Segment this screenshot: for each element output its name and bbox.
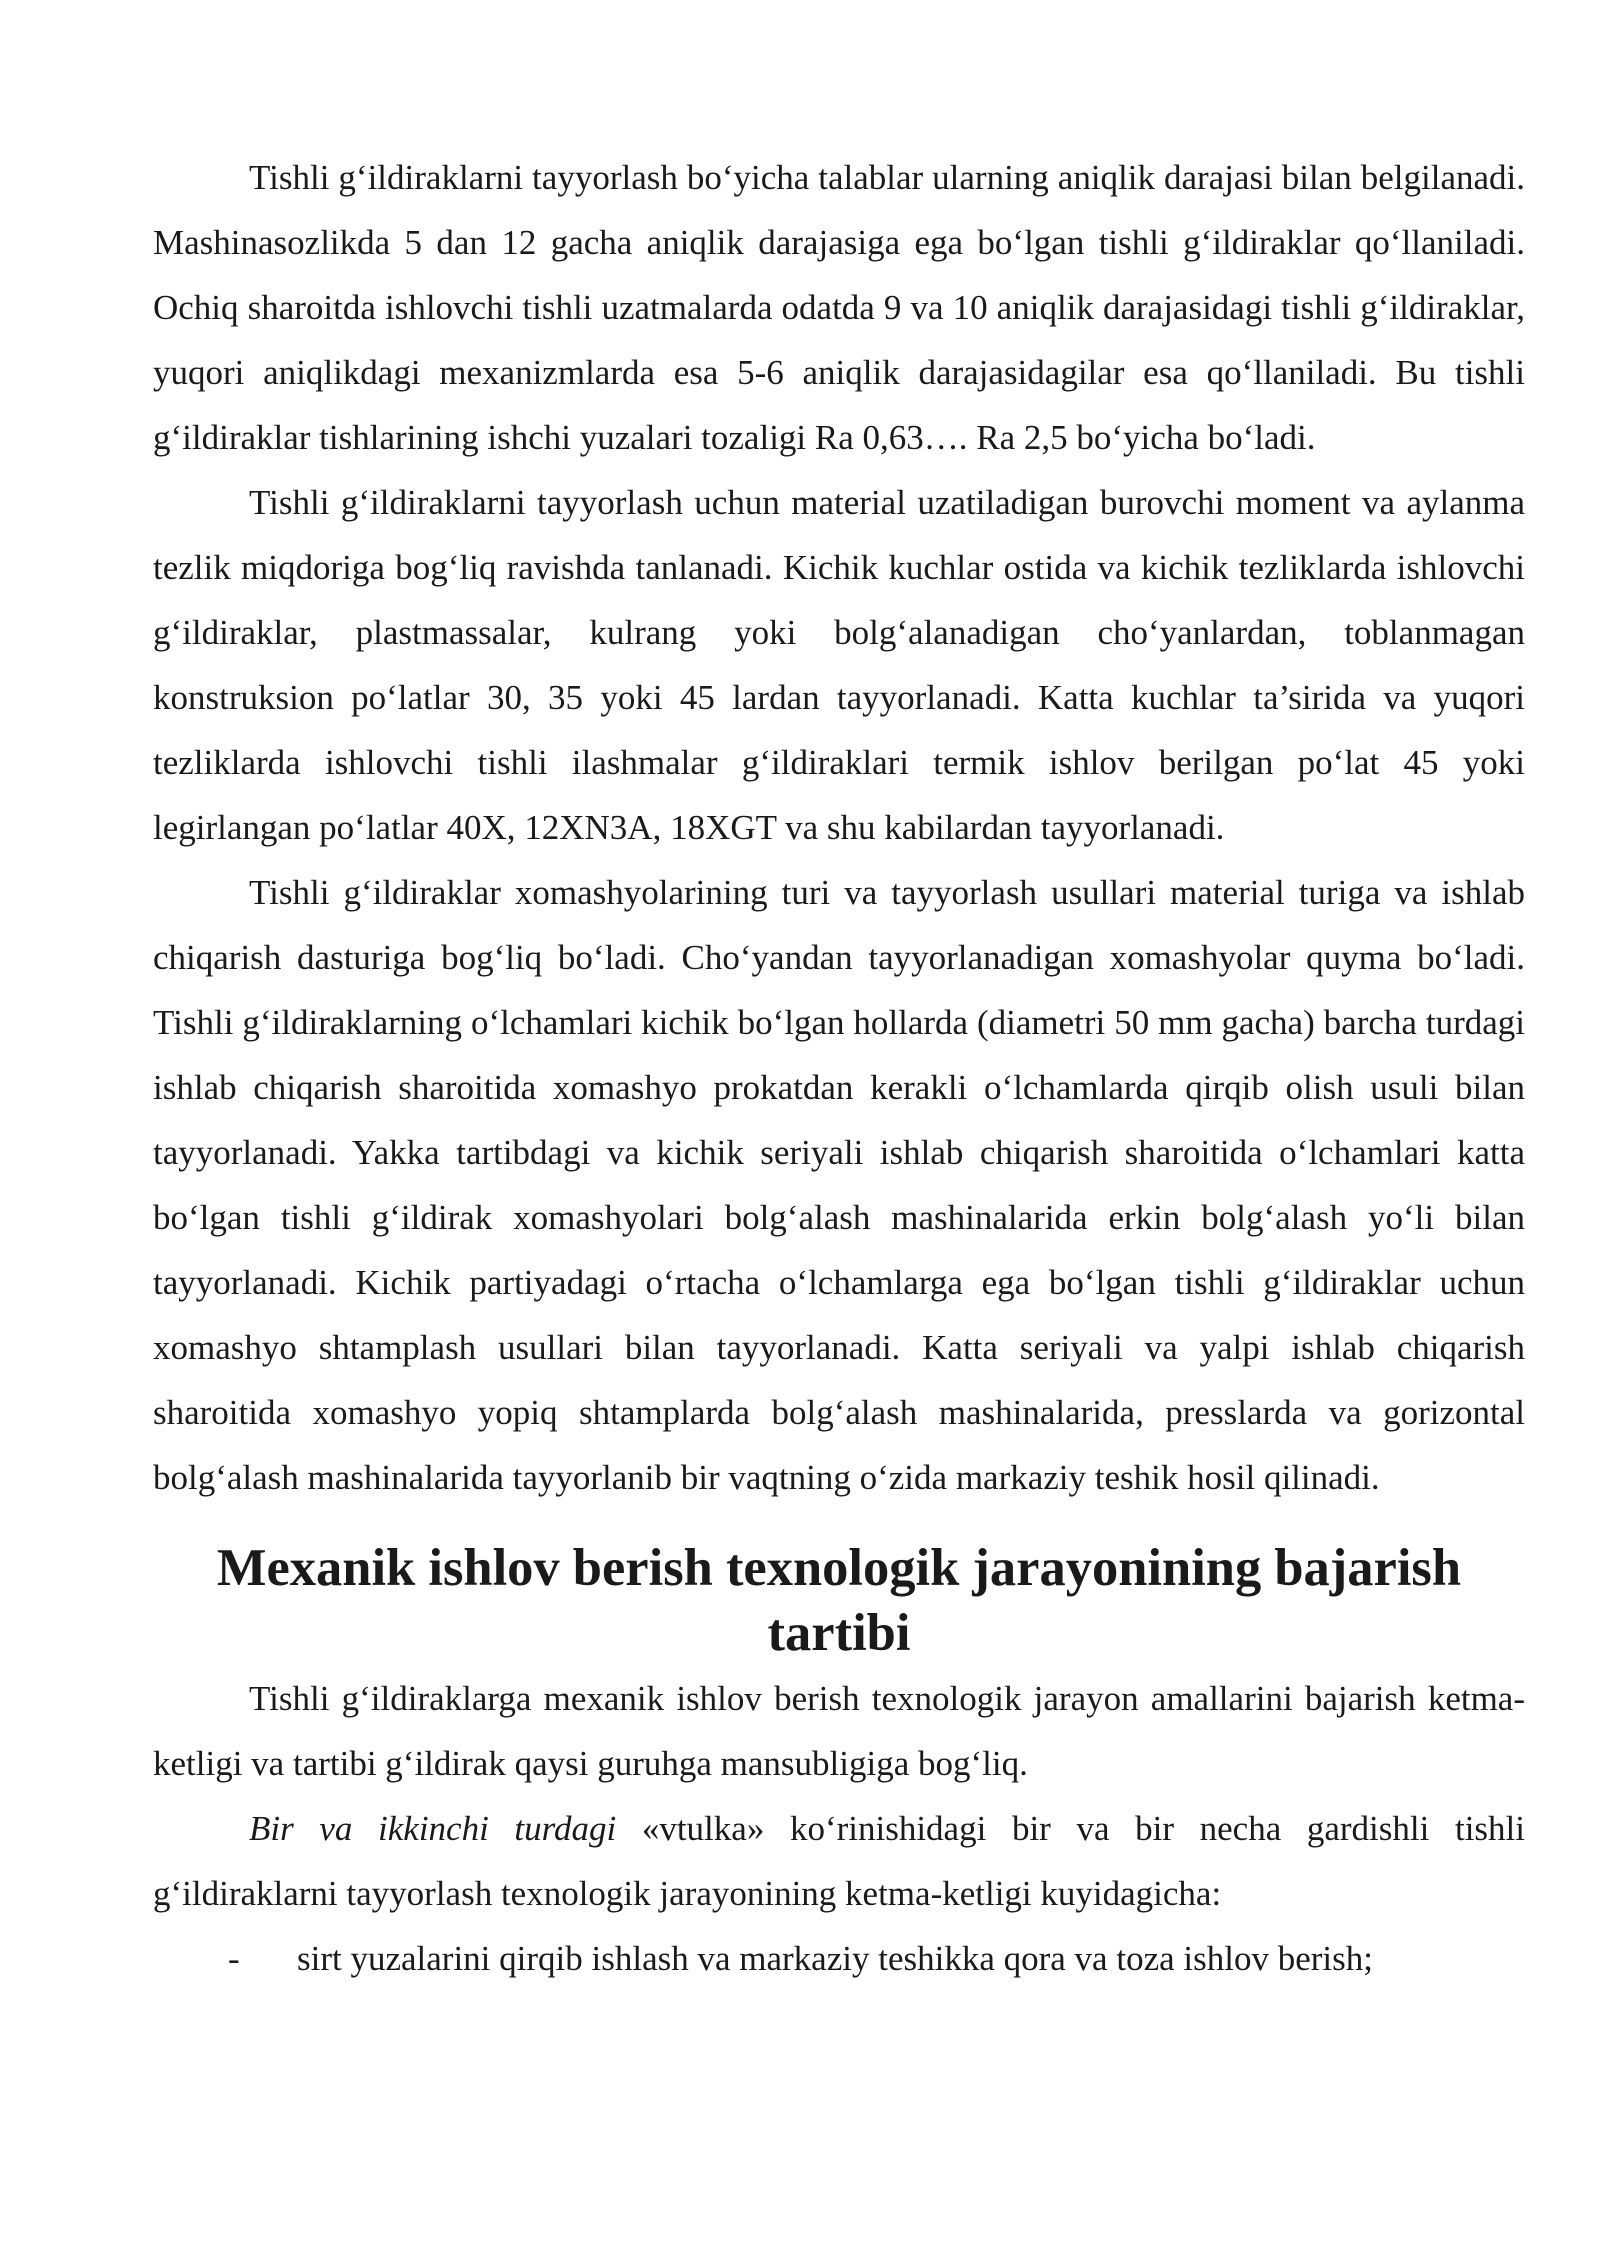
paragraph-machining-sequence: Tishli g‘ildiraklarga mexanik ishlov berish texnologik jarayon amallarini bajarish ketma-ketligi va tartibi g‘ildirak qaysi guruhga mansubligiga bog‘liq. bbox=[153, 1679, 1525, 1783]
list-item-text: sirt yuzalarini qirqib ishlash va markaziy teshikka qora va toza ishlov berish; bbox=[297, 1939, 1373, 1978]
paragraph-bushing-type bbox=[153, 1796, 1525, 1926]
process-steps-list bbox=[153, 1926, 1525, 1991]
list-item bbox=[153, 1926, 1525, 1991]
paragraph-material-selection: Tishli g‘ildiraklarni tayyorlash uchun material uzatiladigan burovchi moment va aylanma tezlik miqdoriga bog‘liq ravishda tanlanadi. Kichik kuchlar ostida va kichik tezliklarda ishlovchi g‘ildiraklar, plastmassalar, kulrang yoki bolg‘alanadigan cho‘yanlardan, toblanmagan konstruksion po‘latlar 30, 35 yoki 45 lardan tayyorlanadi. Katta kuchlar ta’sirida va yuqori tezliklarda ishlovchi tishli ilashmalar g‘ildiraklari termik ishlov berilgan po‘lat 45 yoki legirlangan po‘latlar 40X, 12XN3A, 18XGT va shu kabilardan tayyorlanadi. bbox=[153, 483, 1525, 847]
paragraph-bushing-type-text: «vtulka» ko‘rinishidagi bir va bir necha gardishli tishli g‘ildiraklarni tayyorlash texnologik jarayonining ketma-ketligi kuyidagicha: bbox=[153, 1809, 1525, 1913]
paragraph-accuracy-requirements: Tishli g‘ildiraklarni tayyorlash bo‘yicha talablar ularning aniqlik darajasi bilan belgilanadi. Mashinasozlikda 5 dan 12 gacha aniqlik darajasiga ega bo‘lgan tishli g‘ildiraklar qo‘llaniladi. Ochiq sharoitda ishlovchi tishli uzatmalarda odatda 9 va 10 aniqlik darajasidagi tishli g‘ildiraklar, yuqori aniqlikdagi mexanizmlarda esa 5-6 aniqlik darajasidagilar esa qo‘llaniladi. Bu tishli g‘ildiraklar tishlarining ishchi yuzalari tozaligi Ra 0,63…. Ra 2,5 bo‘yicha bo‘ladi. bbox=[153, 158, 1525, 457]
list-bullet: - bbox=[228, 1939, 240, 1978]
section-heading: Mexanik ishlov berish texnologik jarayonining bajarish tartibi bbox=[216, 1539, 1462, 1662]
italic-phrase: Bir va ikkinchi turdagi bbox=[249, 1809, 617, 1848]
document-page bbox=[153, 145, 1525, 1991]
paragraph-blank-types: Tishli g‘ildiraklar xomashyolarining turi va tayyorlash usullari material turiga va ishlab chiqarish dasturiga bog‘liq bo‘ladi. Cho‘yandan tayyorlanadigan xomashyolar quyma bo‘ladi. Tishli g‘ildiraklarning o‘lchamlari kichik bo‘lgan hollarda (diametri 50 mm gacha) barcha turdagi ishlab chiqarish sharoitida xomashyo prokatdan kerakli o‘lchamlarda qirqib olish usuli bilan tayyorlanadi. Yakka tartibdagi va kichik seriyali ishlab chiqarish sharoitida o‘lchamlari katta bo‘lgan tishli g‘ildirak xomashyolari bolg‘alash mashinalarida erkin bolg‘alash yo‘li bilan tayyorlanadi. Kichik partiyadagi o‘rtacha o‘lchamlarga ega bo‘lgan tishli g‘ildiraklar uchun xomashyo shtamplash usullari bilan tayyorlanadi. Katta seriyali va yalpi ishlab chiqarish sharoitida xomashyo yopiq shtamplarda bolg‘alash mashinalarida, presslarda va gorizontal bolg‘alash mashinalarida tayyorlanib bir vaqtning o‘zida markaziy teshik hosil qilinadi. bbox=[153, 873, 1525, 1497]
